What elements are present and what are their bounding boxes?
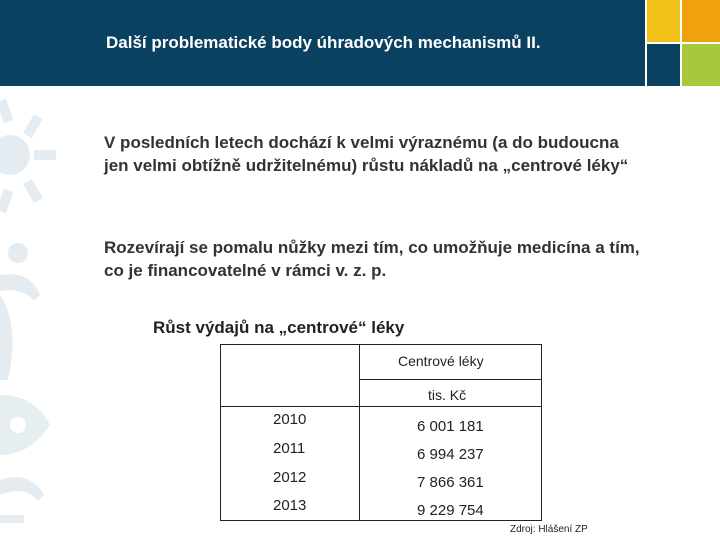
column-header: Centrové léky (398, 353, 484, 369)
expenditure-table (220, 344, 542, 521)
table-top-border (221, 344, 541, 345)
table-header-bottom-border (221, 406, 541, 407)
table-column-divider (359, 344, 360, 520)
row-value: 6 994 237 (417, 446, 484, 463)
row-year: 2010 (273, 411, 307, 428)
paragraph-costs-growth: V posledních letech dochází k velmi výraznému (a do budoucna jen velmi obtížně udržitelnému) růstu nákladů na „centrové léky“ (104, 133, 629, 175)
row-value: 7 866 361 (417, 474, 484, 491)
decor-tile-orange (682, 0, 720, 42)
source-note: Zdroj: Hlášení ZP (510, 524, 588, 535)
decor-tile-green (682, 44, 720, 86)
row-year: 2011 (273, 440, 306, 457)
header-bar (0, 0, 645, 86)
row-value: 6 001 181 (417, 418, 484, 435)
unit-label: tis. Kč (428, 387, 467, 403)
slide-title: Další problematické body úhradových mechanismů II. (106, 33, 541, 52)
table-title: Růst výdajů na „centrové“ léky (153, 318, 405, 337)
table-header-divider (360, 379, 541, 380)
decor-tile-yellow (647, 0, 680, 42)
paragraph-scissors: Rozevírají se pomalu nůžky mezi tím, co umožňuje medicína a tím, co je financovatelné v rámci v. z. p. (104, 238, 640, 280)
row-value: 9 229 754 (417, 502, 484, 519)
row-year: 2013 (273, 497, 307, 514)
row-year: 2012 (273, 469, 307, 486)
sun-figure-logo-watermark-icon (0, 95, 60, 540)
decor-tile-blue (647, 44, 680, 86)
